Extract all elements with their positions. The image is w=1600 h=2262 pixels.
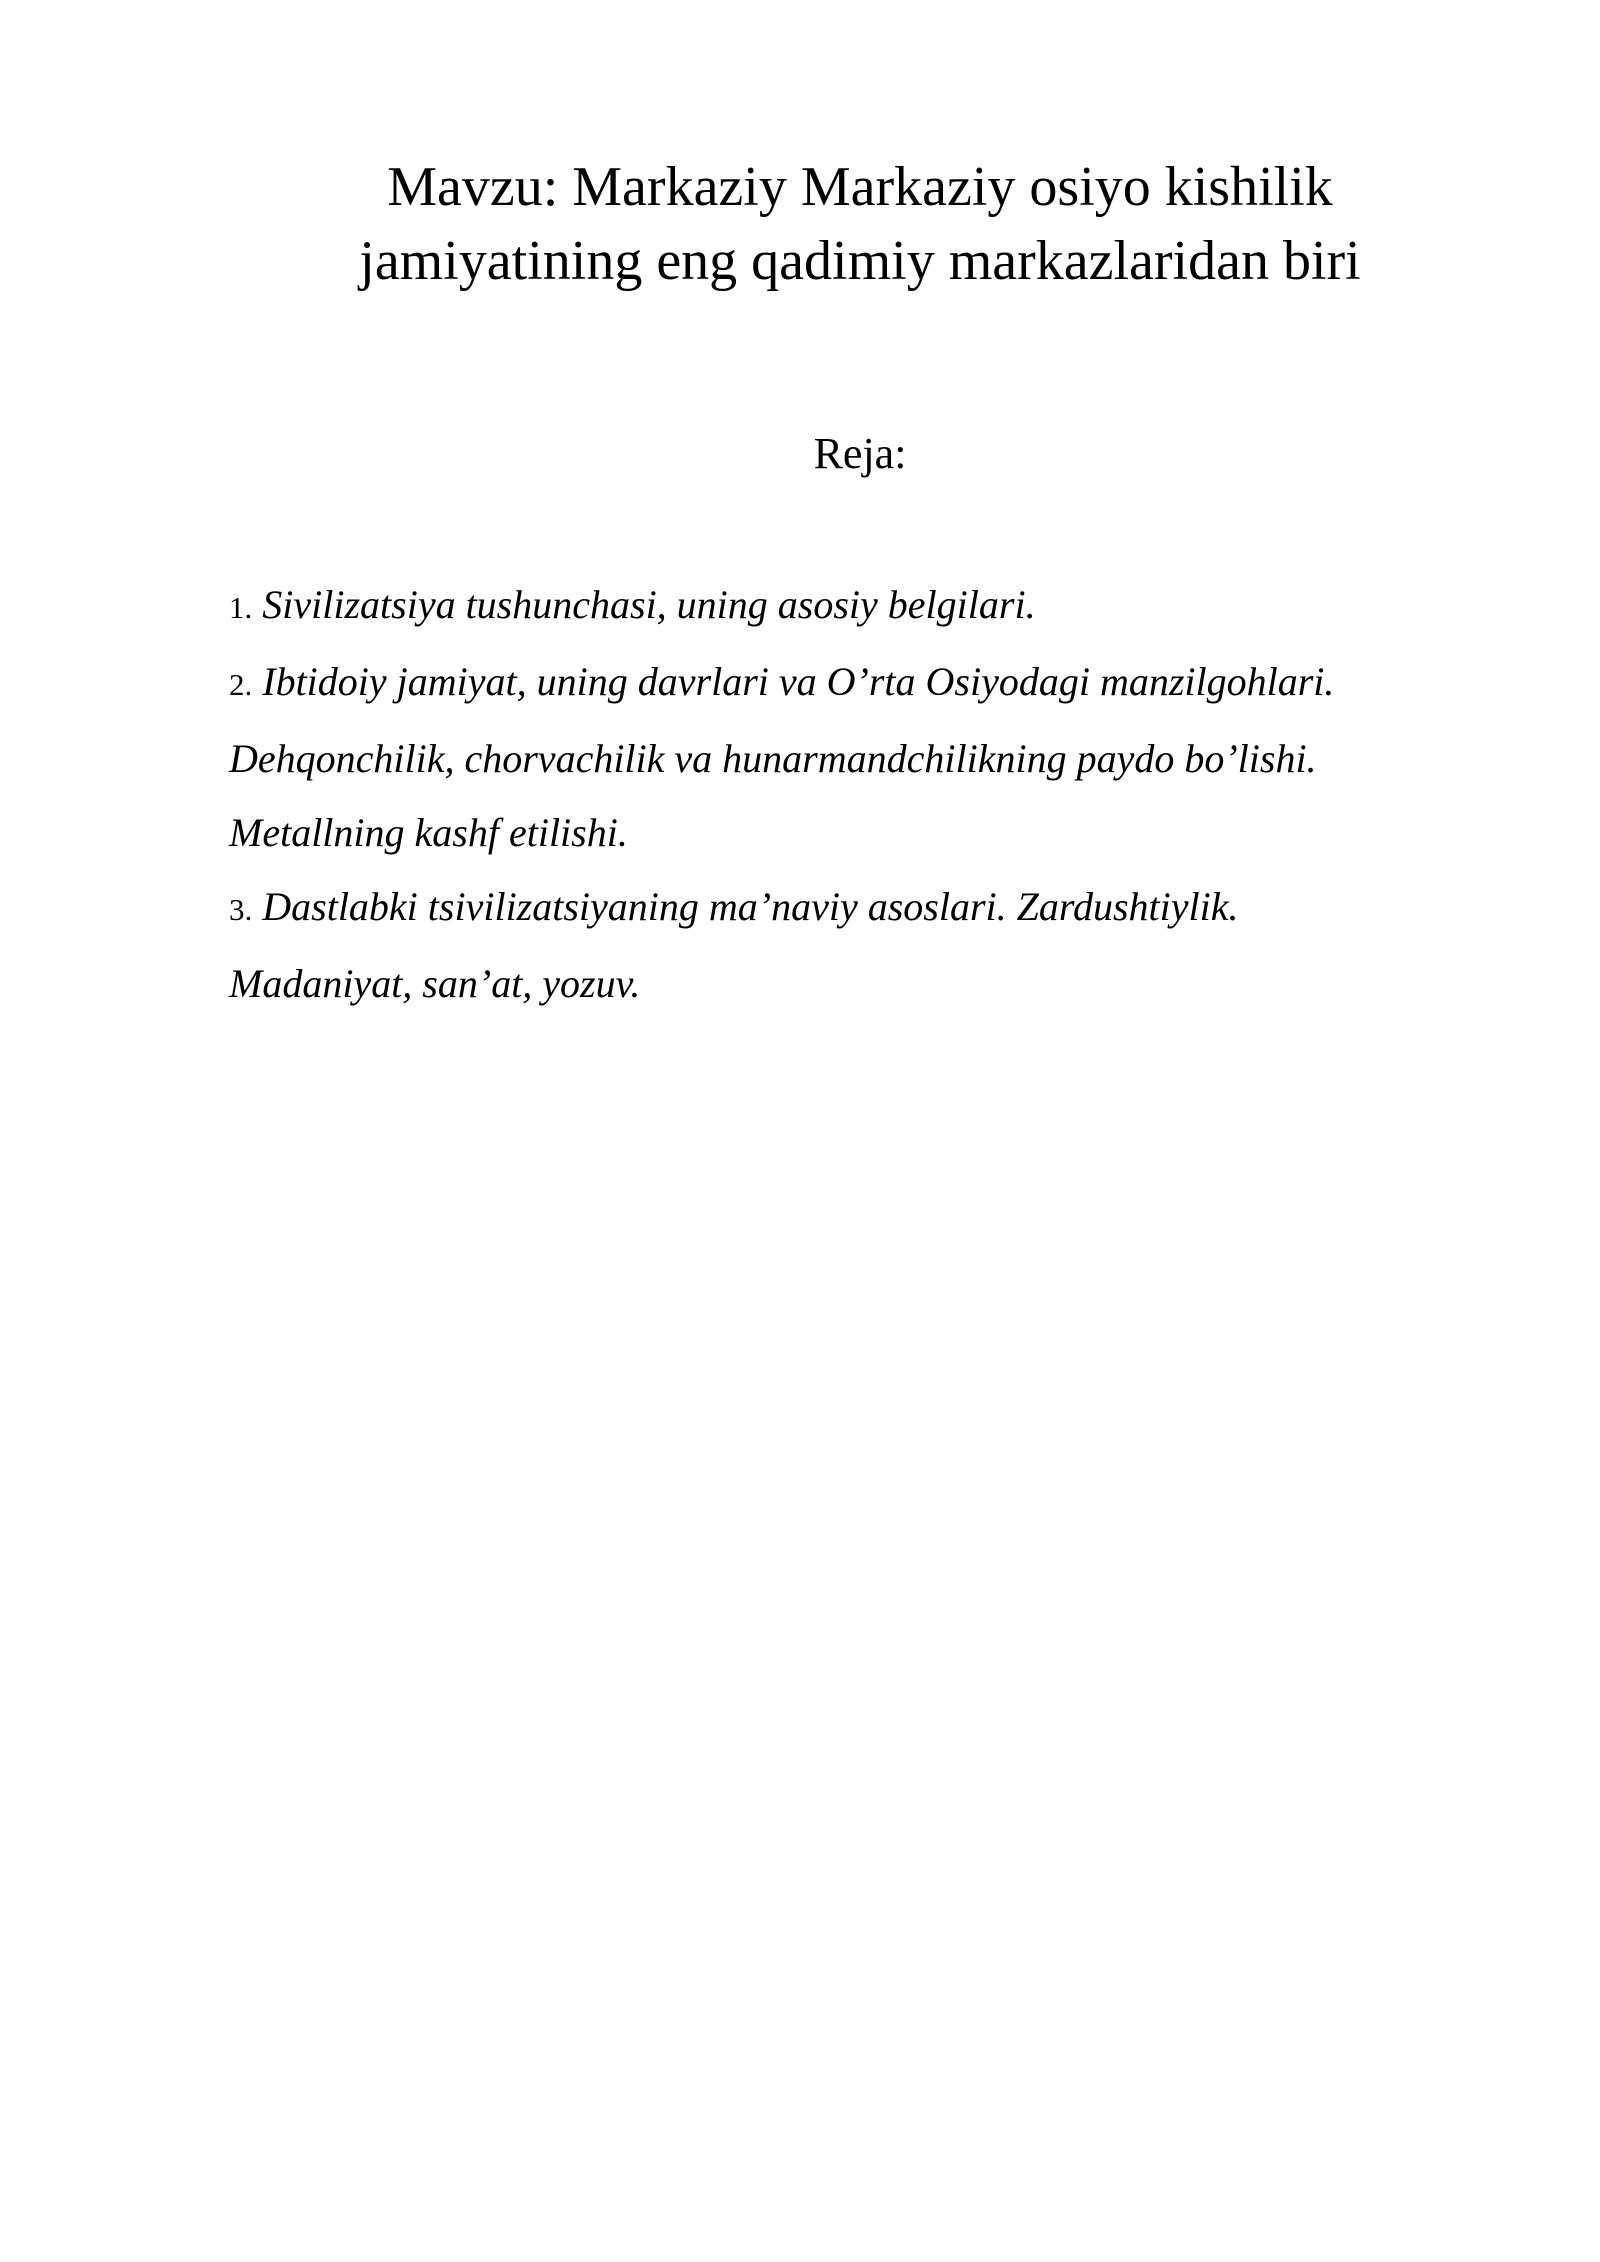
plan-item-3-continuation: Madaniyat, san’at, yozuv. (229, 961, 641, 1006)
plan-list (229, 568, 1479, 1021)
plan-item-number: 1. (229, 590, 253, 625)
plan-item-2-continuation: Metallning kashf etilishi. (229, 810, 628, 855)
plan-item-number: 2. (229, 667, 253, 702)
plan-item-3 (229, 870, 1479, 947)
page-title (0, 150, 1600, 298)
plan-item-text: Ibtidoiy jamiyat, uning davrlari va O’rta Osiyodagi manzilgohlari. (262, 659, 1335, 704)
plan-item-2 (229, 645, 1479, 722)
title-line-1: Mavzu: Markaziy Markaziy osiyo kishilik (387, 156, 1333, 218)
plan-item-text: Sivilizatsiya tushunchasi, uning asosiy belgilari. (262, 582, 1036, 627)
plan-heading: Reja: (813, 429, 907, 478)
plan-item-1 (229, 568, 1479, 645)
plan-item-text: Dastlabki tsivilizatsiyaning ma’naviy asoslari. Zardushtiylik. (262, 884, 1239, 929)
plan-item-number: 3. (229, 892, 253, 927)
title-line-2: jamiyatining eng qadimiy markazlaridan biri (359, 230, 1361, 292)
plan-item-2-continuation: Dehqonchilik, chorvachilik va hunarmandchilikning paydo bo’lishi. (229, 736, 1317, 781)
